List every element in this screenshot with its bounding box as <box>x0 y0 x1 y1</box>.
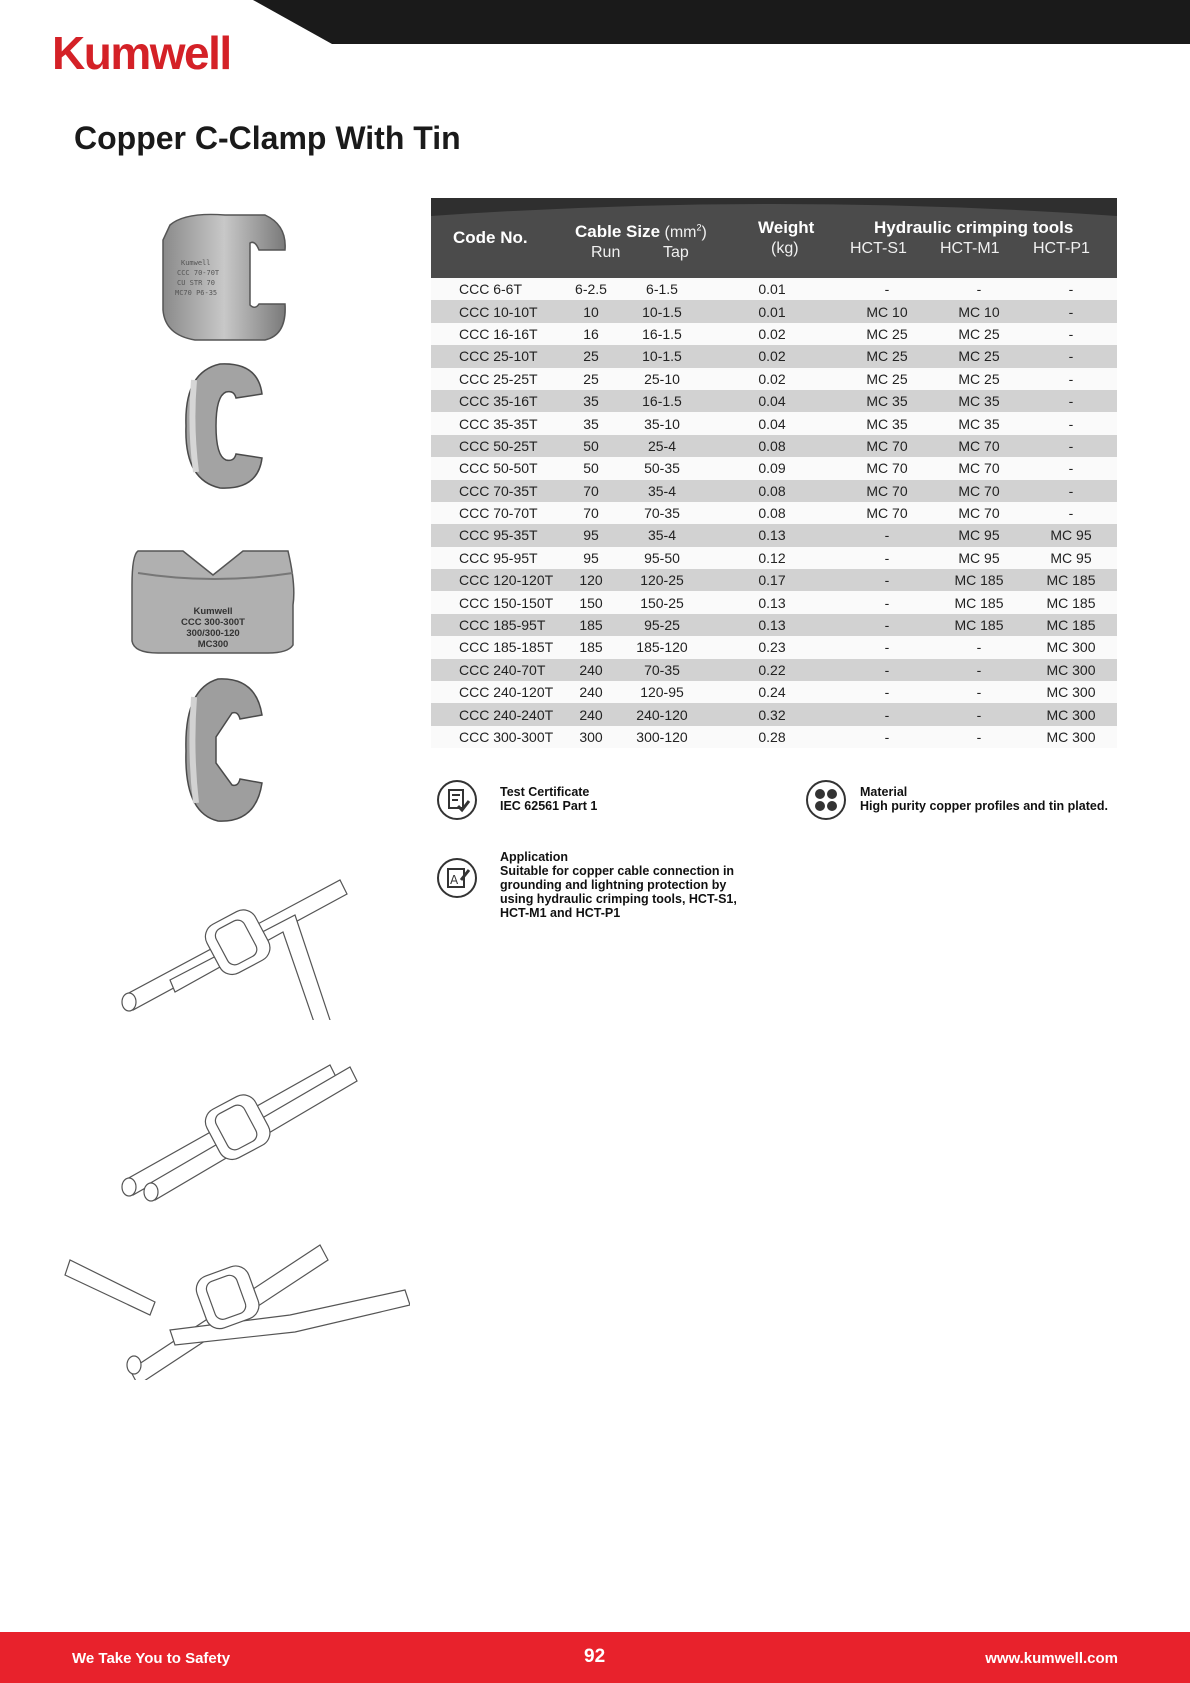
clamp3-mark-4: MC300 <box>197 639 229 650</box>
clamp-photo-2 <box>180 360 265 492</box>
table-cell: 35-4 <box>621 480 703 502</box>
table-cell: - <box>933 703 1025 725</box>
table-cell: 0.24 <box>703 681 841 703</box>
table-cell: 35-4 <box>621 524 703 546</box>
table-cell: 300-120 <box>621 726 703 748</box>
header-cable-size: Cable Size $(mm^2)$ <box>575 222 707 241</box>
table-row <box>431 435 1117 457</box>
header-run: Run <box>591 244 621 261</box>
table-cell: 6-1.5 <box>621 278 703 300</box>
table-cell: - <box>933 659 1025 681</box>
table-cell: 0.17 <box>703 569 841 591</box>
table-cell: MC 95 <box>1025 547 1117 569</box>
table-cell: 95-25 <box>621 614 703 636</box>
table-cell: 0.09 <box>703 457 841 479</box>
table-cell: CCC 25-25T <box>431 368 561 390</box>
table-cell: MC 70 <box>841 480 933 502</box>
table-cell: MC 95 <box>1025 524 1117 546</box>
table-cell: 50 <box>561 457 621 479</box>
clamp1-mark-4: MC70 P6-35 <box>175 289 218 297</box>
table-cell: MC 300 <box>1025 659 1117 681</box>
table-cell: - <box>933 681 1025 703</box>
table-cell: - <box>1025 323 1117 345</box>
table-cell: 35-10 <box>621 412 703 434</box>
table-cell: - <box>841 636 933 658</box>
table-cell: 6-2.5 <box>561 278 621 300</box>
table-cell: 10-1.5 <box>621 345 703 367</box>
table-cell: 0.01 <box>703 300 841 322</box>
application-icon <box>437 858 477 898</box>
table-cell: - <box>1025 300 1117 322</box>
table-row <box>431 412 1117 434</box>
certificate-icon <box>437 780 477 820</box>
feature-material <box>860 785 1108 813</box>
table-cell: MC 300 <box>1025 681 1117 703</box>
table-cell: - <box>1025 480 1117 502</box>
table-cell: - <box>933 636 1025 658</box>
table-cell: MC 70 <box>841 502 933 524</box>
table-cell: - <box>933 278 1025 300</box>
application-line-4: HCT-M1 and HCT-P1 <box>500 906 621 920</box>
table-cell: - <box>841 547 933 569</box>
table-cell: CCC 185-185T <box>431 636 561 658</box>
table-cell: CCC 185-95T <box>431 614 561 636</box>
material-text: High purity copper profiles and tin plated. <box>860 799 1108 813</box>
table-cell: - <box>841 524 933 546</box>
table-cell: MC 25 <box>933 345 1025 367</box>
table-row <box>431 614 1117 636</box>
table-cell: - <box>841 681 933 703</box>
table-cell: CCC 16-16T <box>431 323 561 345</box>
table-cell: 95-50 <box>621 547 703 569</box>
page-title: Copper C-Clamp With Tin <box>74 120 461 156</box>
table-cell: 0.13 <box>703 524 841 546</box>
table-cell: CCC 50-25T <box>431 435 561 457</box>
table-cell: CCC 25-10T <box>431 345 561 367</box>
clamp-photo-1 <box>155 210 290 345</box>
clamp-photo-3 <box>128 545 298 655</box>
svg-text:A: A <box>450 873 459 887</box>
installation-diagram-1 <box>115 860 375 1020</box>
table-cell: - <box>841 278 933 300</box>
table-cell: 0.04 <box>703 390 841 412</box>
table-cell: 16 <box>561 323 621 345</box>
table-row <box>431 502 1117 524</box>
table-cell: 240 <box>561 703 621 725</box>
table-cell: MC 70 <box>933 457 1025 479</box>
table-cell: - <box>933 726 1025 748</box>
table-row <box>431 703 1117 725</box>
table-cell: - <box>841 703 933 725</box>
table-cell: CCC 300-300T <box>431 726 561 748</box>
table-cell: 0.13 <box>703 591 841 613</box>
table-cell: MC 185 <box>933 591 1025 613</box>
table-cell: - <box>1025 412 1117 434</box>
table-cell: 25-10 <box>621 368 703 390</box>
table-cell: 70 <box>561 480 621 502</box>
table-cell: 0.01 <box>703 278 841 300</box>
table-cell: MC 95 <box>933 524 1025 546</box>
table-cell: MC 25 <box>933 323 1025 345</box>
table-cell: 240 <box>561 659 621 681</box>
certificate-title: Test Certificate <box>500 785 590 799</box>
table-cell: - <box>1025 278 1117 300</box>
clamp3-mark-3: 300/300-120 <box>186 628 240 639</box>
table-cell: - <box>841 659 933 681</box>
feature-certificate <box>500 785 597 813</box>
spec-table <box>431 198 1117 748</box>
table-cell: 70-35 <box>621 502 703 524</box>
table-cell: CCC 10-10T <box>431 300 561 322</box>
table-cell: MC 35 <box>933 390 1025 412</box>
table-cell: MC 25 <box>841 345 933 367</box>
table-cell: MC 300 <box>1025 703 1117 725</box>
table-cell: CCC 95-95T <box>431 547 561 569</box>
application-line-3: using hydraulic crimping tools, HCT-S1, <box>500 892 737 906</box>
spec-table-header <box>431 198 1117 278</box>
table-cell: 0.32 <box>703 703 841 725</box>
table-cell: 120 <box>561 569 621 591</box>
table-row <box>431 323 1117 345</box>
page-number: 92 <box>584 1646 606 1667</box>
table-cell: 0.08 <box>703 480 841 502</box>
footer-slogan: We Take You to Safety <box>72 1650 231 1667</box>
table-cell: - <box>1025 368 1117 390</box>
table-cell: - <box>1025 435 1117 457</box>
table-cell: 95 <box>561 547 621 569</box>
header-weight-unit: (kg) <box>771 240 799 257</box>
table-row <box>431 659 1117 681</box>
table-cell: - <box>1025 390 1117 412</box>
table-cell: 35 <box>561 390 621 412</box>
table-cell: 0.08 <box>703 435 841 457</box>
table-cell: MC 35 <box>841 390 933 412</box>
clamp-photo-4 <box>180 675 265 825</box>
table-cell: 70-35 <box>621 659 703 681</box>
table-cell: 0.12 <box>703 547 841 569</box>
table-row <box>431 300 1117 322</box>
table-cell: 25-4 <box>621 435 703 457</box>
table-cell: 0.23 <box>703 636 841 658</box>
table-cell: 150-25 <box>621 591 703 613</box>
header-hct-p1: HCT-P1 <box>1033 240 1090 257</box>
table-cell: 0.22 <box>703 659 841 681</box>
table-row <box>431 569 1117 591</box>
table-cell: MC 185 <box>1025 614 1117 636</box>
table-cell: 120-95 <box>621 681 703 703</box>
table-cell: MC 185 <box>1025 591 1117 613</box>
table-cell: 50-35 <box>621 457 703 479</box>
table-cell: MC 185 <box>933 569 1025 591</box>
table-cell: CCC 240-240T <box>431 703 561 725</box>
table-cell: MC 185 <box>1025 569 1117 591</box>
table-row <box>431 368 1117 390</box>
table-row <box>431 547 1117 569</box>
table-cell: MC 25 <box>841 368 933 390</box>
table-cell: CCC 70-35T <box>431 480 561 502</box>
header-hct-s1: HCT-S1 <box>850 240 907 257</box>
clamp1-mark-1: Kumwell <box>181 259 211 267</box>
table-cell: 10 <box>561 300 621 322</box>
table-cell: CCC 95-35T <box>431 524 561 546</box>
table-cell: MC 185 <box>933 614 1025 636</box>
application-line-1: Suitable for copper cable connection in <box>500 864 735 878</box>
table-row <box>431 345 1117 367</box>
header-background <box>431 198 1117 278</box>
table-cell: 16-1.5 <box>621 323 703 345</box>
clamp3-mark-1: Kumwell <box>193 606 233 617</box>
table-cell: - <box>1025 457 1117 479</box>
header-code: Code No. <box>453 228 528 247</box>
table-cell: 150 <box>561 591 621 613</box>
table-row <box>431 524 1117 546</box>
footer-bar <box>0 1632 1190 1683</box>
table-cell: 120-25 <box>621 569 703 591</box>
table-cell: - <box>841 614 933 636</box>
table-cell: CCC 70-70T <box>431 502 561 524</box>
table-cell: 185 <box>561 636 621 658</box>
spec-table-body <box>431 278 1117 748</box>
table-cell: MC 95 <box>933 547 1025 569</box>
table-cell: 0.13 <box>703 614 841 636</box>
table-cell: 0.28 <box>703 726 841 748</box>
table-cell: 25 <box>561 368 621 390</box>
table-cell: 0.02 <box>703 323 841 345</box>
table-cell: MC 70 <box>933 435 1025 457</box>
table-cell: MC 35 <box>841 412 933 434</box>
table-cell: - <box>1025 345 1117 367</box>
installation-diagram-3 <box>60 1240 410 1380</box>
table-cell: - <box>1025 502 1117 524</box>
table-row <box>431 636 1117 658</box>
table-cell: 0.02 <box>703 345 841 367</box>
table-cell: CCC 240-70T <box>431 659 561 681</box>
application-line-2: grounding and lightning protection by <box>500 878 727 892</box>
table-cell: 185 <box>561 614 621 636</box>
clamp3-mark-2: CCC 300-300T <box>181 617 245 628</box>
table-row <box>431 726 1117 748</box>
table-cell: - <box>841 726 933 748</box>
clamp1-mark-3: CU STR 70 <box>177 279 215 287</box>
table-cell: MC 10 <box>841 300 933 322</box>
table-cell: 50 <box>561 435 621 457</box>
table-cell: CCC 50-50T <box>431 457 561 479</box>
table-row <box>431 278 1117 300</box>
table-row <box>431 480 1117 502</box>
table-cell: 70 <box>561 502 621 524</box>
table-cell: CCC 6-6T <box>431 278 561 300</box>
website-link[interactable]: www.kumwell.com <box>985 1650 1118 1667</box>
header-tap: Tap <box>663 244 689 261</box>
table-cell: CCC 150-150T <box>431 591 561 613</box>
table-cell: 25 <box>561 345 621 367</box>
table-cell: MC 70 <box>933 480 1025 502</box>
table-row <box>431 681 1117 703</box>
table-cell: MC 300 <box>1025 726 1117 748</box>
application-title: Application <box>500 850 569 864</box>
table-cell: 0.08 <box>703 502 841 524</box>
table-cell: CCC 35-16T <box>431 390 561 412</box>
clamp1-mark-2: CCC 70-70T <box>177 269 220 277</box>
table-row <box>431 457 1117 479</box>
table-cell: MC 70 <box>841 435 933 457</box>
table-cell: - <box>841 591 933 613</box>
table-cell: 35 <box>561 412 621 434</box>
table-cell: 0.02 <box>703 368 841 390</box>
table-cell: 185-120 <box>621 636 703 658</box>
header-hct-m1: HCT-M1 <box>940 240 1000 257</box>
table-cell: 300 <box>561 726 621 748</box>
table-cell: MC 300 <box>1025 636 1117 658</box>
material-title: Material <box>860 785 908 799</box>
brand-logo: Kumwell <box>52 27 231 79</box>
table-cell: MC 70 <box>933 502 1025 524</box>
table-row <box>431 390 1117 412</box>
table-cell: 10-1.5 <box>621 300 703 322</box>
table-cell: 16-1.5 <box>621 390 703 412</box>
header-tools: Hydraulic crimping tools <box>874 218 1074 237</box>
table-cell: 240-120 <box>621 703 703 725</box>
table-cell: 95 <box>561 524 621 546</box>
certificate-text: IEC 62561 Part 1 <box>500 799 598 813</box>
table-cell: MC 25 <box>841 323 933 345</box>
table-cell: CCC 240-120T <box>431 681 561 703</box>
table-cell: CCC 120-120T <box>431 569 561 591</box>
feature-application <box>500 850 737 920</box>
table-cell: 0.04 <box>703 412 841 434</box>
table-cell: MC 35 <box>933 412 1025 434</box>
table-cell: MC 10 <box>933 300 1025 322</box>
table-row <box>431 591 1117 613</box>
table-cell: MC 70 <box>841 457 933 479</box>
material-icon <box>806 780 846 820</box>
table-cell: MC 25 <box>933 368 1025 390</box>
header-weight: Weight <box>758 218 815 237</box>
table-cell: CCC 35-35T <box>431 412 561 434</box>
table-cell: 240 <box>561 681 621 703</box>
installation-diagram-2 <box>115 1055 375 1205</box>
table-cell: - <box>841 569 933 591</box>
